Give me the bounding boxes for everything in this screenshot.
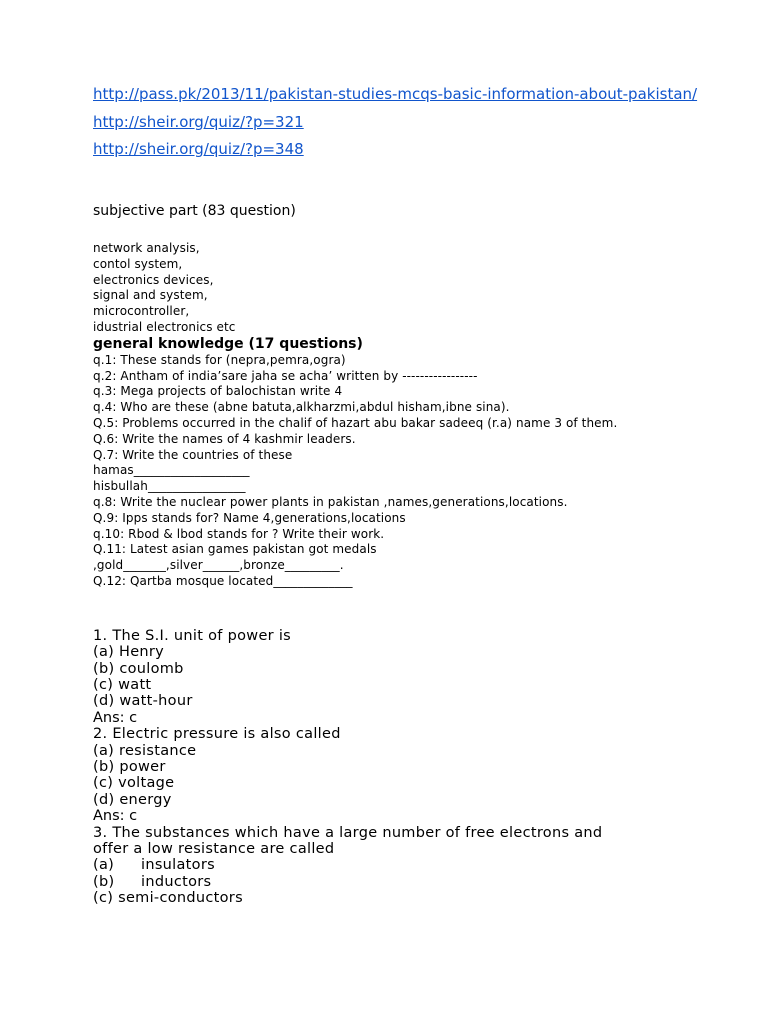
- subject-item: microcontroller,: [93, 304, 190, 319]
- subject-item: network analysis,: [93, 241, 200, 255]
- subject-list: [93, 241, 733, 336]
- mcq-option: (d) watt-hour: [93, 693, 193, 710]
- gk-question: Q.11: Latest asian games pakistan got medals: [93, 542, 377, 557]
- mcq-question: 1. The S.I. unit of power is: [93, 627, 292, 644]
- gk-question: Q.5: Problems occurred in the chalif of hazart abu bakar sadeeq (r.a) name 3 of them.: [93, 415, 618, 430]
- mcq-answer: Ans: c: [93, 808, 138, 825]
- gk-question: hamas___________________: [93, 463, 250, 478]
- option-label: (a): [93, 857, 115, 874]
- mcq-answer: Ans: c: [93, 709, 138, 726]
- gk-question: q.1: These stands for (nepra,pemra,ogra): [93, 352, 346, 367]
- mcq-question: 3. The substances which have a large number of free electrons and: [93, 824, 603, 841]
- mcq-option: (c) semi-conductors: [93, 890, 243, 907]
- gk-question: Q.6: Write the names of 4 kashmir leaders.: [93, 431, 356, 446]
- link-sheir-321[interactable]: http://sheir.org/quiz/?p=321: [93, 113, 304, 131]
- mcq-option: (c) voltage: [93, 775, 175, 792]
- mcq-question: 2. Electric pressure is also called: [93, 726, 341, 743]
- mcq-option: (b) coulomb: [93, 660, 184, 677]
- gk-question-list: [93, 353, 733, 590]
- subject-item: contol system,: [93, 256, 183, 271]
- gk-question: q.4: Who are these (abne batuta,alkharzmi,abdul hisham,ibne sina).: [93, 400, 510, 415]
- gk-question: q.10: Rbod & lbod stands for ? Write their work.: [93, 526, 385, 541]
- option-text: inductors: [141, 873, 212, 890]
- gk-question: q.3: Mega projects of balochistan write 4: [93, 384, 343, 399]
- subject-item: signal and system,: [93, 288, 208, 303]
- document-page: [93, 86, 733, 907]
- gk-question: Q.12: Qartba mosque located_____________: [93, 573, 353, 588]
- link-sheir-348[interactable]: http://sheir.org/quiz/?p=348: [93, 140, 304, 158]
- mcq-question-continued: offer a low resistance are called: [93, 841, 335, 858]
- option-label: (b): [93, 873, 115, 890]
- subject-item: idustrial electronics etc: [93, 319, 236, 334]
- link-pass-pk[interactable]: http://pass.pk/2013/11/pakistan-studies-mcqs-basic-information-about-pakistan/: [93, 85, 698, 103]
- reference-links: [93, 86, 733, 158]
- option-text: insulators: [141, 857, 215, 874]
- gk-question: q.8: Write the nuclear power plants in pakistan ,names,generations,locations.: [93, 494, 568, 509]
- mcq-option: (c) watt: [93, 676, 152, 693]
- gk-question: q.2: Antham of india’sare jaha se acha’ written by -----------------: [93, 368, 478, 383]
- gk-heading: general knowledge (17 questions): [93, 335, 363, 352]
- mcq-option: (b) power: [93, 758, 166, 775]
- mcq-option: (d) energy: [93, 791, 172, 808]
- subjective-heading: subjective part (83 question): [93, 203, 296, 219]
- gk-question: Q.9: Ipps stands for? Name 4,generations,locations: [93, 510, 406, 525]
- mcq-option: [93, 857, 733, 873]
- mcq-option: (a) Henry: [93, 644, 165, 661]
- mcq-option: (a) resistance: [93, 742, 197, 759]
- mcq-list: [93, 628, 733, 907]
- gk-question: hisbullah________________: [93, 479, 246, 494]
- gk-question: ,gold_______,silver______,bronze_________.: [93, 558, 344, 573]
- subject-item: electronics devices,: [93, 272, 214, 287]
- mcq-option: [93, 874, 733, 890]
- gk-question: Q.7: Write the countries of these: [93, 447, 293, 462]
